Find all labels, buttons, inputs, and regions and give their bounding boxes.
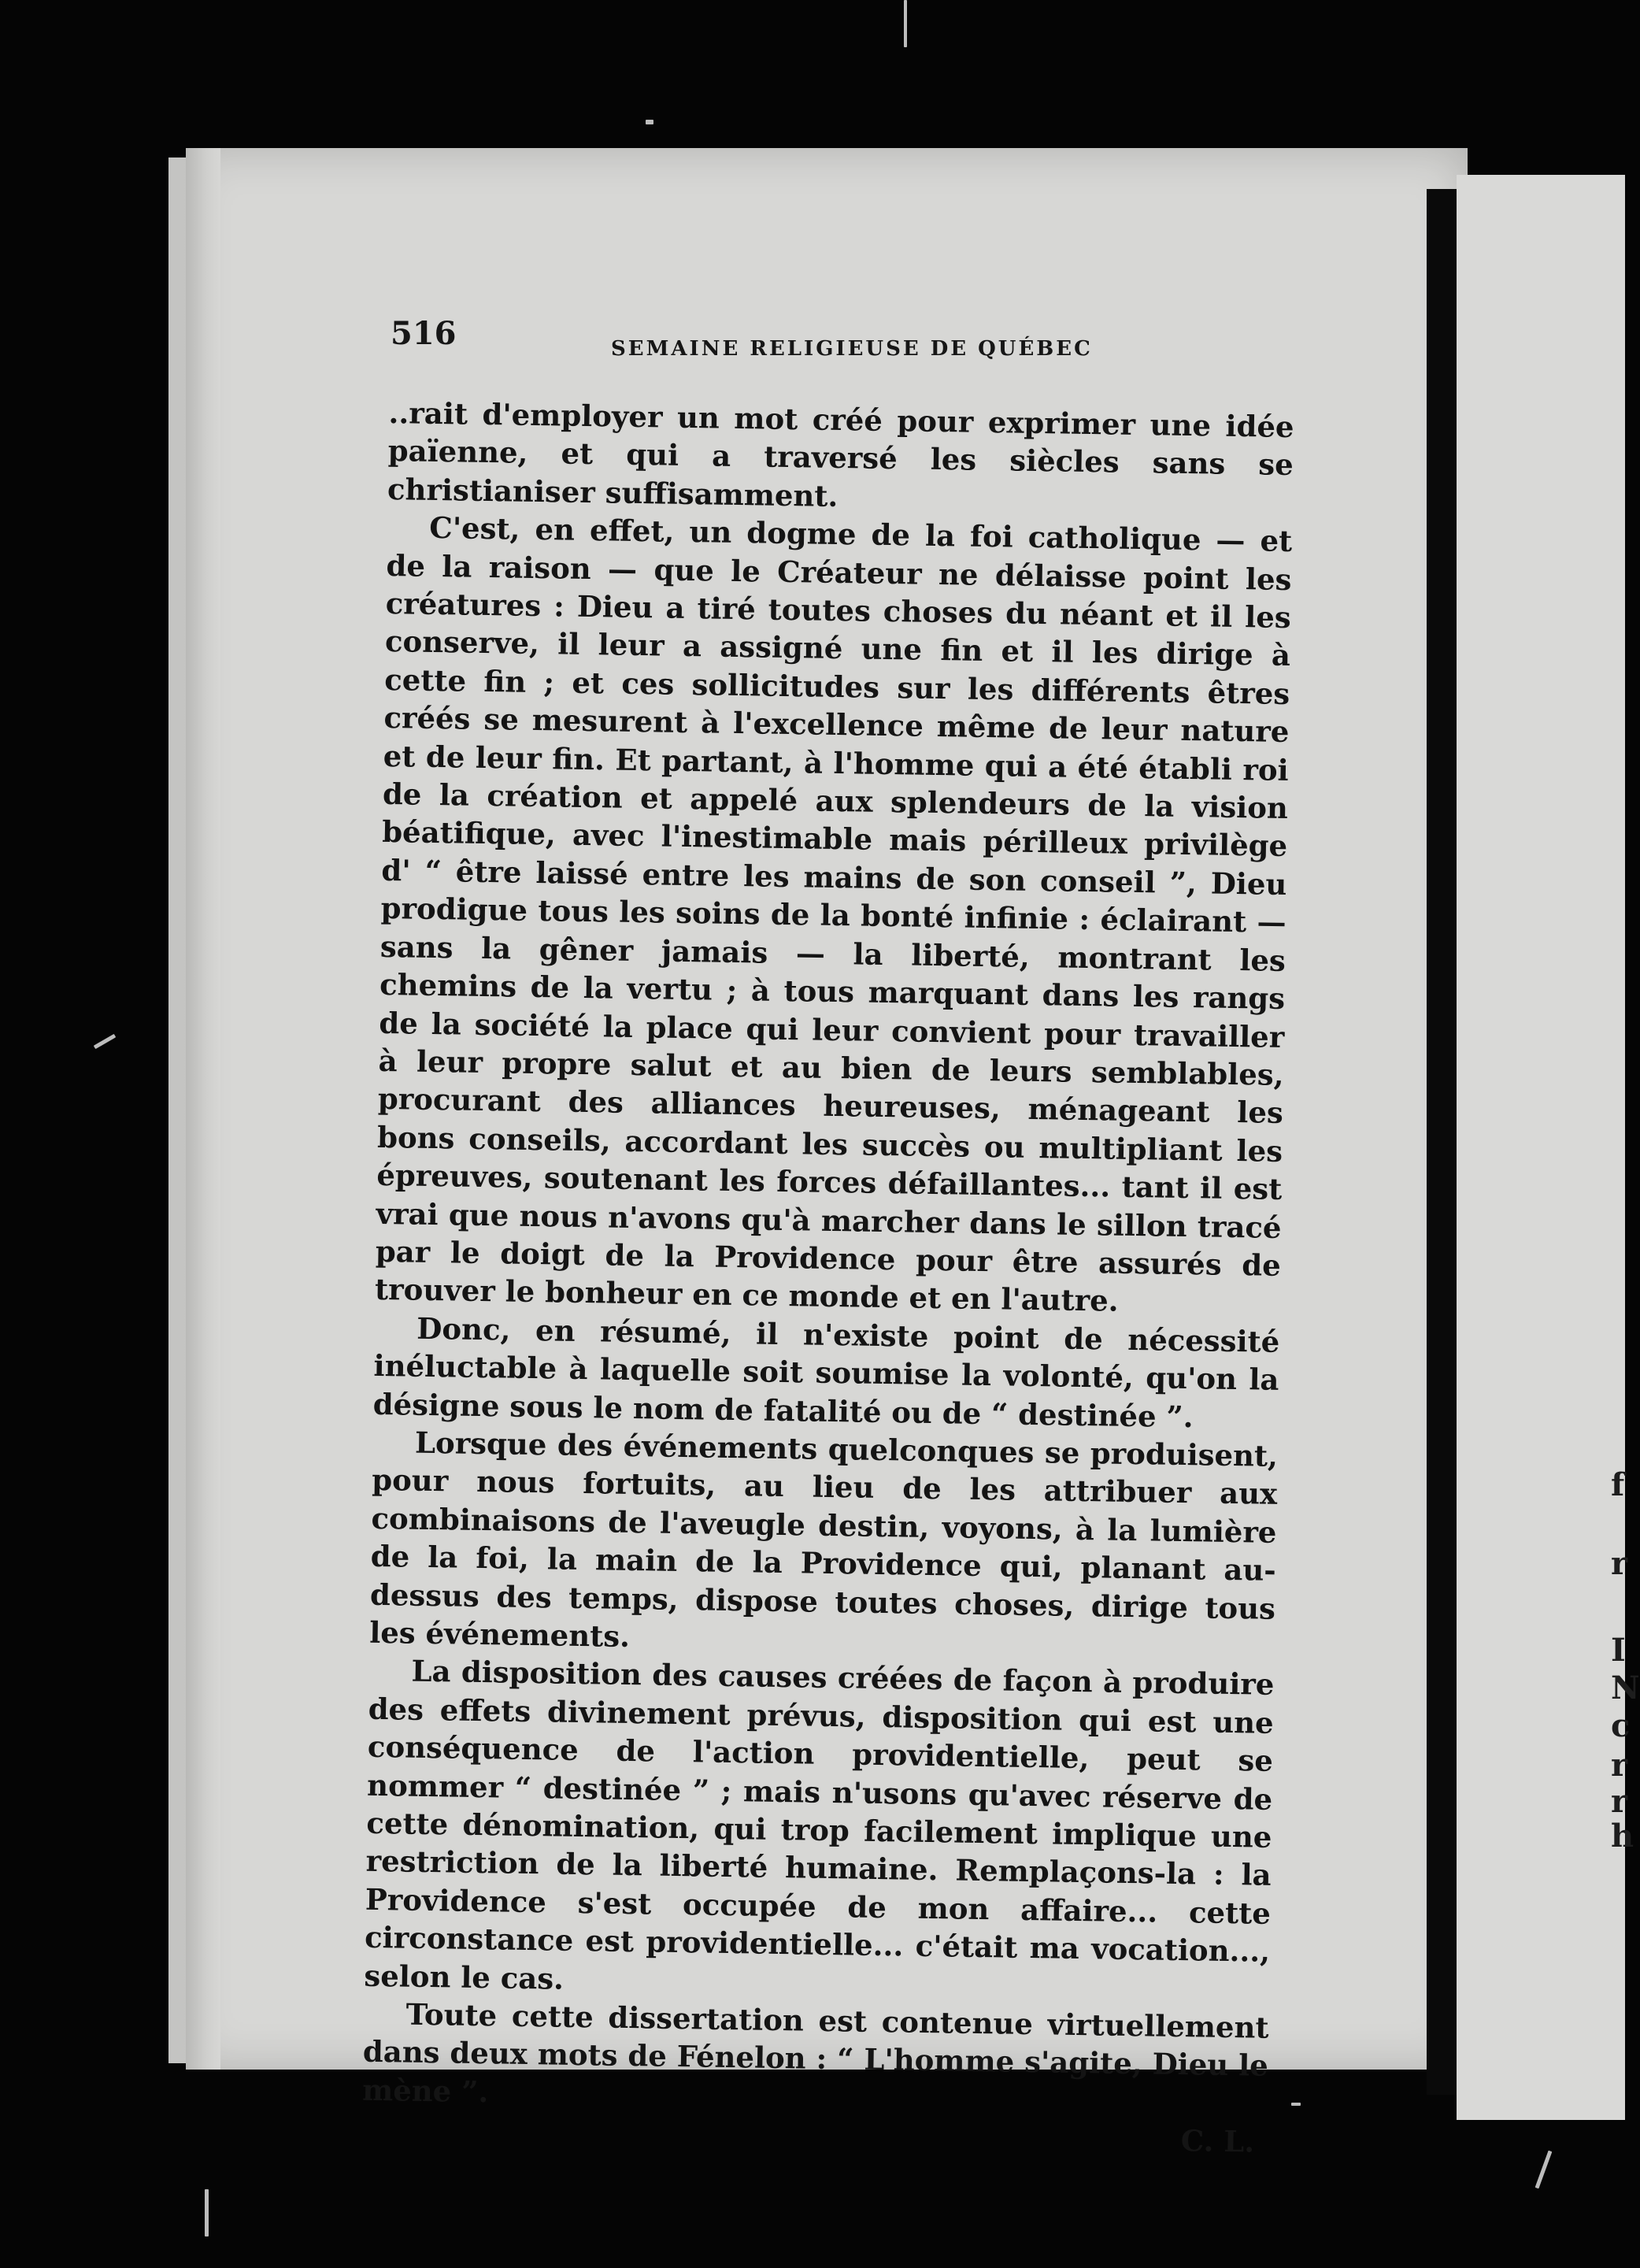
book-gutter — [1427, 189, 1457, 2095]
facing-page-fragment: r — [1611, 1783, 1628, 1820]
dust-speck — [904, 0, 907, 47]
dust-speck — [1535, 2151, 1553, 2189]
page-edge — [186, 148, 220, 2070]
paragraph: C'est, en effet, un dogme de la foi catholique — et de la raison — que le Créateur ne délaisse point les créatures : Dieu a tiré toutes choses du néant et il les conserve, il leur a assigné une fin et il les dirige à cette fin ; et ces sollicitudes sur les différents êtres créés se mesurent à l'excellence même de leur nature et de leur fin. Et partant, à l'homme qui a été établi roi de la création et appelé aux splendeurs de la vision béatifique, avec l'inestimable mais périlleux privilège d' “ être laissé entre les mains de son conseil ”, Dieu prodigue tous les soins de la bonté infinie : éclairant — sans la gêner jamais — la liberté, montrant les chemins de la vertu ; à tous marquant dans les rangs de la société la place qui leur convient pour travailler à leur propre salut et au bien de leurs semblables, procurant des alliances heureuses, ménageant les bons conseils, accordant les succès ou multipliant les épreuves, soutenant les forces défaillantes... tant il est vrai que nous n'avons qu'à marcher dans le sillon tracé par le doigt de la Providence pour être assurés de trouver le bonheur en ce monde et en l'autre. — [374, 510, 1293, 1319]
dust-speck — [646, 120, 653, 124]
page-number: 516 — [391, 315, 457, 352]
facing-page-fragment: h — [1611, 1818, 1634, 1855]
paragraph: Lorsque des événements quelconques se produisent, pour nous fortuits, au lieu de les attribuer aux combinaisons de l'aveugle destin, voyons, à la lumière de la foi, la main de la Providence qui, planant au-dessus des temps, dispose toutes choses, dirige tous les événements. — [368, 1425, 1279, 1654]
facing-page-fragment: I — [1611, 1632, 1626, 1669]
facing-page-fragment: N — [1611, 1670, 1640, 1707]
page-header — [391, 315, 1288, 362]
paragraph: ..rait d'employer un mot créé pour exprimer une idée païenne, et qui a traversé les siècles sans se christianiser suffisamment. — [387, 395, 1294, 513]
running-head: SEMAINE RELIGIEUSE DE QUÉBEC — [611, 337, 1093, 361]
facing-page-fragment: r — [1611, 1545, 1628, 1582]
facing-page-fragment: f — [1611, 1466, 1625, 1503]
paragraph: La disposition des causes créées de façon à produire des effets divinement prévus, disposition qui est une conséquence de l'action providentielle, peut se nommer “ destinée ” ; mais n'usons qu'avec réserve de cette dénomination, qui trop facilement implique une restriction de la liberté humaine. Remplaçons-la : la Providence s'est occupée de mon affaire... cette circonstance est providentielle... c'était ma vocation..., selon le cas. — [364, 1654, 1275, 1996]
dust-speck — [1291, 2103, 1301, 2106]
facing-page — [1457, 175, 1628, 2120]
article-body — [361, 394, 1294, 2161]
author-signature: C. L. — [1180, 2123, 1255, 2159]
paragraph: Donc, en résumé, il n'existe point de nécessité inéluctable à laquelle soit soumise la volonté, qu'on la désigne sous le nom de fatalité ou de “ destinée ”. — [372, 1310, 1280, 1434]
facing-page-fragment: c — [1611, 1707, 1631, 1744]
dust-speck — [94, 1034, 116, 1049]
paragraph: Toute cette dissertation est contenue virtuellement dans deux mots de Fénelon : “ L'homme s'agite, Dieu le mène ”. — [361, 1996, 1269, 2110]
facing-page-fragment: r — [1611, 1747, 1628, 1784]
dust-speck — [205, 2189, 209, 2236]
